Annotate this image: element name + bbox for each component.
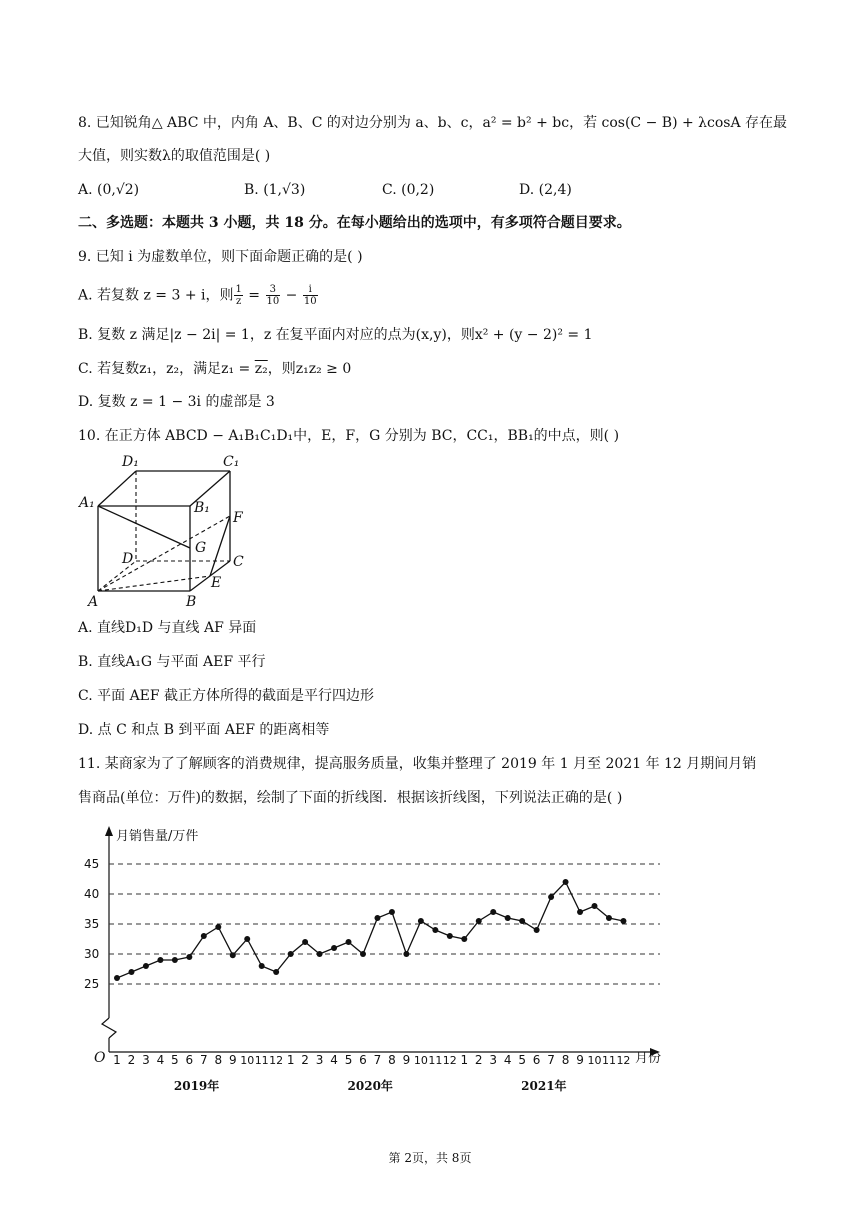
q9-option-a bbox=[78, 284, 319, 307]
data-point bbox=[606, 915, 612, 921]
x-tick-label: 12 bbox=[269, 1054, 284, 1067]
x-tick-label: 2 bbox=[127, 1053, 136, 1067]
q9-a-prefix: A. 若复数 z = 3 + i，则 bbox=[78, 287, 234, 304]
q9-a-frac1: $\frac{3}{10}$ bbox=[266, 284, 280, 307]
data-point bbox=[346, 939, 352, 945]
x-tick-label: 5 bbox=[171, 1053, 179, 1067]
q9-c-conjugate: z₂ bbox=[254, 361, 268, 377]
data-point bbox=[172, 957, 178, 963]
x-tick-label: 12 bbox=[442, 1054, 457, 1067]
q10-stem: 10. 在正方体 ABCD − A₁B₁C₁D₁中，E，F，G 分别为 BC，CC₁，BB₁的中点，则( ) bbox=[78, 428, 620, 444]
data-point bbox=[157, 957, 163, 963]
data-point bbox=[374, 915, 380, 921]
x-tick-label: 4 bbox=[503, 1053, 512, 1067]
segment-a1g bbox=[98, 506, 190, 548]
data-point bbox=[317, 951, 323, 957]
x-tick-label: 1 bbox=[286, 1053, 295, 1067]
q10-option-d: D. 点 C 和点 B 到平面 AEF 的距离相等 bbox=[78, 722, 330, 738]
x-tick-label: 10 bbox=[587, 1054, 602, 1067]
q8-prefix: 8. 已知锐角 bbox=[78, 115, 152, 131]
data-point bbox=[273, 969, 279, 975]
data-point bbox=[288, 951, 294, 957]
q10-option-c: C. 平面 AEF 截正方体所得的截面是平行四边形 bbox=[78, 688, 375, 704]
y-tick-label-45: 45 bbox=[84, 857, 100, 871]
label-c1: C₁ bbox=[223, 454, 240, 470]
q10-option-b: B. 直线A₁G 与平面 AEF 平行 bbox=[78, 654, 266, 670]
data-point bbox=[143, 963, 149, 969]
y-tick-label-25: 25 bbox=[84, 977, 100, 991]
data-point bbox=[201, 933, 207, 939]
section-heading: 二、多选题：本题共 3 小题，共 18 分。在每小题给出的选项中，有多项符合题目要求。 bbox=[78, 215, 631, 231]
x-tick-label: 7 bbox=[373, 1053, 382, 1067]
q9-option-d: D. 复数 z = 1 − 3i 的虚部是 3 bbox=[78, 394, 275, 410]
data-point bbox=[490, 909, 496, 915]
label-g: G bbox=[195, 540, 207, 556]
data-point bbox=[302, 939, 308, 945]
series-line bbox=[117, 882, 623, 978]
x-tick-label: 12 bbox=[616, 1054, 631, 1067]
label-b1: B₁ bbox=[194, 500, 210, 516]
cube-diagram bbox=[76, 450, 266, 615]
data-point bbox=[114, 975, 120, 981]
data-point bbox=[505, 915, 511, 921]
data-point bbox=[548, 894, 554, 900]
x-tick-label: 7 bbox=[199, 1053, 208, 1067]
y-tick-label-40: 40 bbox=[84, 887, 100, 901]
x-tick-label: 3 bbox=[142, 1053, 150, 1067]
x-tick-label: 7 bbox=[547, 1053, 555, 1067]
x-tick-label: 4 bbox=[156, 1053, 165, 1067]
q8-option-c: C. (0,2) bbox=[382, 182, 435, 198]
data-point bbox=[259, 963, 265, 969]
x-tick-label: 1 bbox=[460, 1053, 469, 1067]
x-axis-label: 月份 bbox=[635, 1051, 662, 1066]
x-tick-label: 9 bbox=[576, 1053, 584, 1067]
label-f: F bbox=[233, 510, 243, 526]
x-tick-label: 6 bbox=[359, 1053, 367, 1067]
page-footer: 第 2页，共 8页 bbox=[388, 1151, 472, 1165]
label-d: D bbox=[122, 551, 134, 567]
data-point bbox=[592, 903, 598, 909]
label-a1: A₁ bbox=[79, 495, 95, 511]
x-tick-label: 9 bbox=[402, 1053, 411, 1067]
data-point bbox=[244, 936, 250, 942]
x-tick-label: 5 bbox=[518, 1053, 526, 1067]
x-tick-label: 5 bbox=[344, 1053, 353, 1067]
q9-a-minus: − bbox=[281, 287, 302, 304]
label-c: C bbox=[233, 554, 244, 570]
data-point bbox=[476, 918, 482, 924]
x-tick-label: 11 bbox=[254, 1054, 269, 1067]
label-e: E bbox=[211, 575, 222, 591]
data-point bbox=[577, 909, 583, 915]
x-tick-label: 8 bbox=[214, 1053, 223, 1067]
x-tick-label: 2 bbox=[474, 1053, 483, 1067]
data-point bbox=[389, 909, 395, 915]
q9-a-frac-lhs: $\frac{1}{z}$ bbox=[235, 284, 242, 307]
data-point bbox=[461, 936, 467, 942]
data-point bbox=[128, 969, 134, 975]
year-label-2: 2020年 bbox=[347, 1079, 393, 1093]
q9-c-prefix: C. 若复数z₁，z₂，满足z₁ = bbox=[78, 361, 255, 377]
data-point bbox=[620, 918, 626, 924]
q9-stem: 9. 已知 i 为虚数单位，则下面命题正确的是( ) bbox=[78, 249, 363, 265]
q8-option-b: B. (1,√3) bbox=[244, 182, 306, 198]
year-label-3: 2021年 bbox=[521, 1079, 567, 1093]
data-point bbox=[230, 952, 236, 958]
x-tick-label: 8 bbox=[388, 1053, 396, 1067]
data-point bbox=[534, 927, 540, 933]
q9-a-frac2: $\frac{i}{10}$ bbox=[303, 284, 317, 307]
segment-ef bbox=[210, 516, 230, 576]
x-tick-label: 6 bbox=[185, 1053, 194, 1067]
q8-option-a: A. (0,√2) bbox=[78, 182, 140, 198]
y-tick-label-30: 30 bbox=[84, 947, 100, 961]
year-label-1: 2019年 bbox=[173, 1079, 220, 1093]
x-tick-label: 2 bbox=[301, 1053, 309, 1067]
data-point bbox=[519, 918, 525, 924]
q8-mid: △ ABC 中，内角 bbox=[151, 115, 264, 131]
data-point bbox=[403, 951, 409, 957]
q9-a-eq: = bbox=[243, 287, 265, 304]
data-point bbox=[563, 879, 569, 885]
y-axis-break bbox=[102, 1018, 116, 1038]
x-tick-label: 8 bbox=[561, 1053, 570, 1067]
x-tick-label: 3 bbox=[315, 1053, 324, 1067]
data-point bbox=[432, 927, 438, 933]
x-tick-label: 3 bbox=[489, 1053, 498, 1067]
x-tick-label: 6 bbox=[532, 1053, 541, 1067]
q11-line1: 11. 某商家为了了解顾客的消费规律，提高服务质量，收集并整理了 2019 年 1 月至 2021 年 12 月期间月销 bbox=[78, 756, 757, 772]
x-tick-label: 1 bbox=[113, 1053, 121, 1067]
data-point bbox=[418, 918, 424, 924]
label-d1: D₁ bbox=[122, 454, 139, 470]
q8-line2: 大值，则实数λ的取值范围是( ) bbox=[78, 148, 271, 164]
q11-line2: 售商品(单位：万件)的数据，绘制了下面的折线图．根据该折线图，下列说法正确的是( ) bbox=[78, 790, 623, 806]
q8-rest: A、B、C 的对边分别为 a、b、c，a² = b² + bc，若 cos(C − B) + λcosA 存在最 bbox=[263, 115, 788, 131]
q9-c-suffix: ，则z₁z₂ ≥ 0 bbox=[267, 361, 352, 377]
x-tick-label: 10 bbox=[413, 1054, 428, 1067]
data-point bbox=[186, 954, 192, 960]
q8-line1 bbox=[78, 112, 787, 134]
sales-line-chart bbox=[80, 820, 680, 1100]
y-axis-arrow bbox=[105, 826, 113, 836]
origin-label: O bbox=[94, 1050, 106, 1066]
q10-option-a: A. 直线D₁D 与直线 AF 异面 bbox=[78, 620, 257, 636]
x-tick-label: 11 bbox=[601, 1054, 616, 1067]
data-point bbox=[215, 924, 221, 930]
data-point bbox=[447, 933, 453, 939]
data-point bbox=[360, 951, 366, 957]
label-a: A bbox=[88, 594, 99, 610]
y-axis-label: 月销售量/万件 bbox=[116, 829, 199, 844]
x-tick-label: 9 bbox=[228, 1053, 237, 1067]
q8-option-d: D. (2,4) bbox=[519, 182, 572, 198]
q9-option-c bbox=[78, 358, 351, 380]
x-tick-label: 11 bbox=[428, 1054, 443, 1067]
label-b: B bbox=[186, 594, 197, 610]
data-point bbox=[331, 945, 337, 951]
edge-a1d1 bbox=[98, 471, 136, 506]
q9-option-b: B. 复数 z 满足|z − 2i| = 1，z 在复平面内对应的点为(x,y)，则x² + (y − 2)² = 1 bbox=[78, 327, 593, 343]
y-tick-label-35: 35 bbox=[84, 917, 100, 931]
x-tick-label: 10 bbox=[240, 1054, 255, 1067]
x-tick-label: 4 bbox=[330, 1053, 338, 1067]
